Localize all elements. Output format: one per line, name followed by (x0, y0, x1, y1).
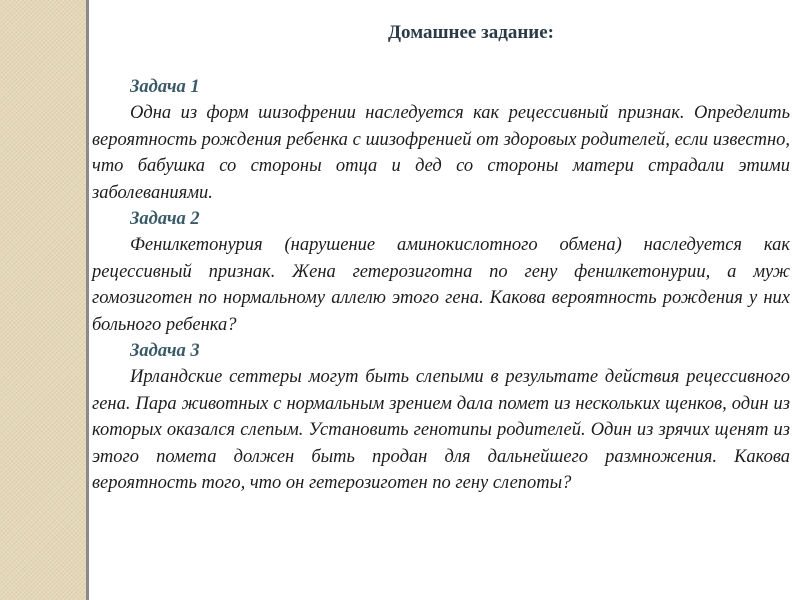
strip-divider (86, 0, 89, 600)
task-text: Ирландские сеттеры могут быть слепыми в результате действия рецессивного гена. Пара животных с нормальным зрением дала помет из нескольких щенков, один из которых оказался слепым. Установить генотипы родителей. Один из зрячих щенят из этого помета должен быть продан для дальнейшего размножения. Какова вероятность того, что он гетерозиготен по гену слепоты? (92, 367, 790, 493)
task-2 (92, 206, 790, 338)
task-title: Задача 1 (130, 77, 200, 97)
page-title: Домашнее задание: (387, 22, 555, 43)
decorative-side-strip (0, 0, 86, 600)
task-3 (92, 338, 790, 497)
task-text: Одна из форм шизофрении наследуется как рецессивный признак. Определить вероятность рождения ребенка с шизофренией от здоровых родителей, если известно, что бабушка со стороны отца и дед со стороны матери страдали этими заболеваниями. (92, 103, 790, 203)
task-title: Задача 2 (130, 209, 200, 229)
homework-document (92, 22, 790, 497)
task-text: Фенилкетонурия (нарушение аминокислотного обмена) наследуется как рецессивный признак. Жена гетерозиготна по гену фенилкетонурии, а муж гомозиготен по нормальному аллелю этого гена. Какова вероятность рождения у них больного ребенка? (92, 235, 790, 335)
task-1 (92, 74, 790, 206)
task-title: Задача 3 (130, 341, 200, 361)
